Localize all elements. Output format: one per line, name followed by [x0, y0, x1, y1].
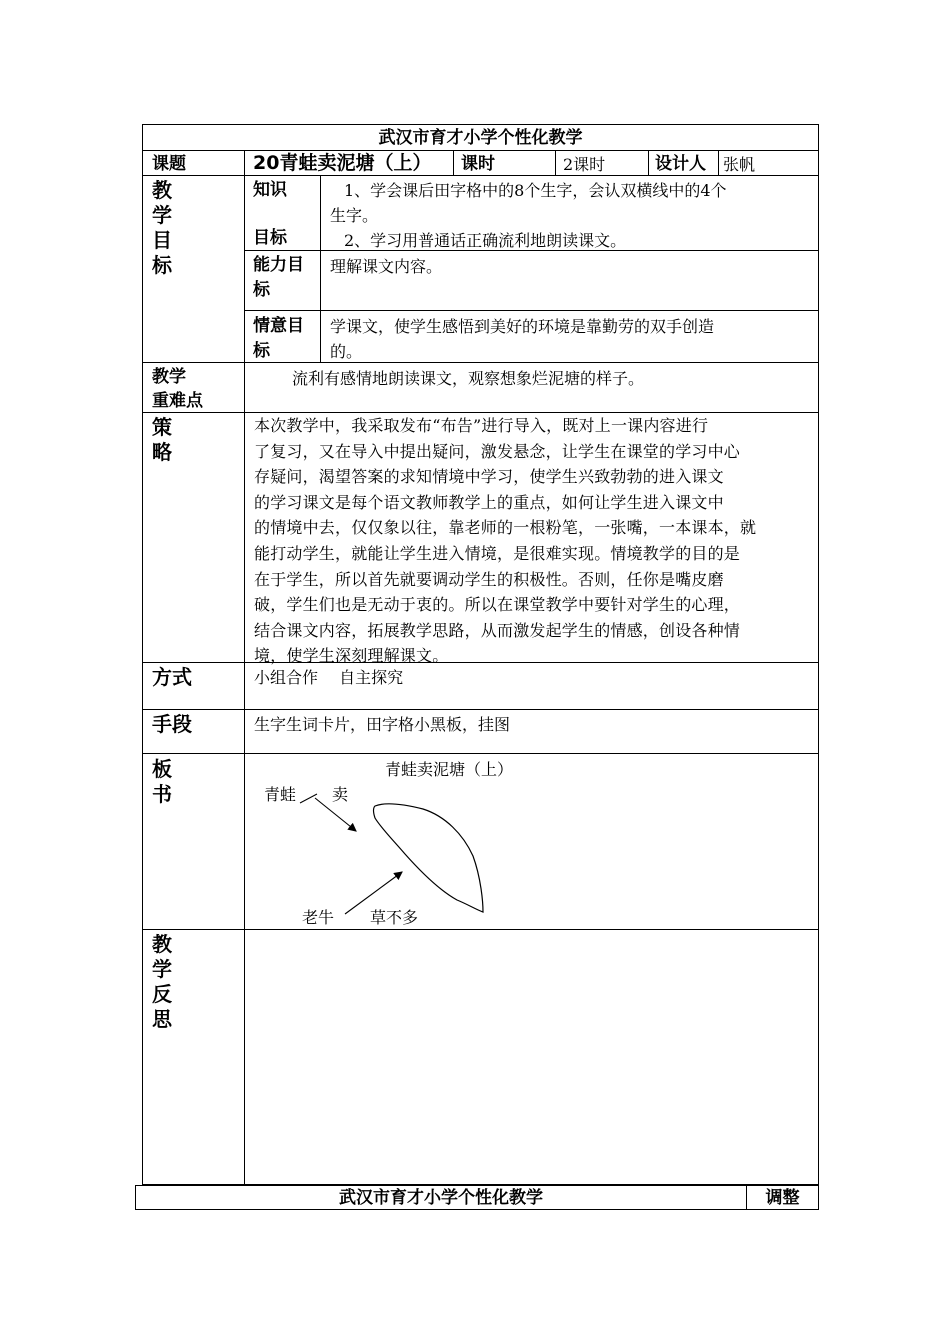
objectives-label-char: 标	[152, 253, 172, 277]
rule-after-blackboard	[142, 929, 819, 930]
strategy-paragraph	[254, 413, 814, 669]
strategy-line: 的情境中去，仅仅象以往，靠老师的一根粉笔，一张嘴，一本课本，就	[254, 518, 757, 538]
blackboard-word-ox: 老牛	[302, 908, 335, 927]
means-label: 手段	[152, 712, 192, 736]
rule-after-method	[142, 709, 819, 710]
strategy-line: 了复习，又在导入中提出疑问，激发悬念，让学生在课堂的学习中心	[254, 441, 741, 461]
blackboard-drawing	[245, 754, 818, 929]
keypoints-text: 流利有感情地朗读课文，观察想象烂泥塘的样子。	[292, 369, 645, 388]
strategy-line: 在于学生，所以首先就要调动学生的积极性。否则，任你是嘴皮磨	[254, 569, 724, 589]
strategy-line: 本次教学中，我采取发布“布告”进行导入，既对上一课内容进行	[254, 416, 709, 435]
topic-value: 20青蛙卖泥塘（上）	[253, 152, 432, 174]
keypoints-label-line2: 重难点	[152, 391, 203, 411]
ability-text: 理解课文内容。	[330, 257, 443, 276]
label-column-divider	[244, 150, 245, 1185]
strategy-line: 境，使学生深刻理解课文。	[254, 646, 449, 666]
footer-adjust-label: 调整	[765, 1188, 800, 1208]
knowledge-label-bottom: 目标	[253, 228, 287, 248]
emotion-text-line2: 的。	[330, 342, 363, 361]
frog-arrow	[315, 798, 356, 831]
designer-value: 张帆	[723, 155, 756, 174]
blackboard-word-sell: 卖	[332, 785, 349, 804]
ox-arrow	[345, 872, 402, 914]
strategy-label-char: 略	[152, 440, 172, 464]
reflection-label-char: 反	[152, 982, 172, 1006]
designer-label: 设计人	[655, 154, 706, 174]
rule-top	[142, 124, 819, 125]
blackboard-label-char: 书	[152, 782, 172, 806]
emotion-label-line2: 标	[253, 341, 270, 361]
blackboard-word-frog: 青蛙	[264, 785, 297, 804]
school-title: 武汉市育才小学个性化教学	[378, 128, 583, 148]
hours-value: 2课时	[563, 155, 606, 174]
footer-border-right	[818, 1185, 819, 1210]
strategy-line: 的学习课文是每个语文教师教学上的重点，如何让学生进入课文中	[254, 492, 724, 512]
reflection-label-char: 思	[152, 1007, 172, 1031]
means-text: 生字生词卡片，田字格小黑板，挂图	[254, 715, 511, 734]
hours-label: 课时	[461, 154, 495, 174]
strategy-label	[152, 415, 172, 465]
rule-after-objectives	[142, 362, 819, 363]
topic-label: 课题	[152, 154, 186, 174]
strategy-line: 结合课文内容，拓展教学思路，从而激发起学生的情感，创设各种情	[254, 620, 741, 640]
blackboard-word-grass: 草不多	[370, 908, 419, 927]
blackboard-label	[152, 757, 172, 807]
emotion-text-line1: 学课文，使学生感悟到美好的环境是靠勤劳的双手创造	[330, 317, 715, 336]
strategy-label-char: 策	[152, 415, 172, 439]
method-text: 小组合作 自主探究	[254, 668, 404, 687]
objectives-label	[152, 178, 172, 278]
objective-sublabel-divider	[320, 175, 321, 363]
frog-sell-slash	[300, 794, 317, 803]
footer-school-title: 武汉市育才小学个性化教学	[339, 1188, 543, 1208]
topic-divider-4	[718, 150, 719, 176]
ability-label-line2: 标	[253, 280, 270, 300]
strategy-line: 破，学生们也是无动于衷的。所以在课堂教学中要针对学生的心理，	[254, 595, 741, 615]
rule-ability-emotion	[244, 310, 819, 311]
emotion-label-line1: 情意目	[253, 316, 304, 336]
knowledge-label-top: 知识	[253, 180, 287, 200]
objectives-label-char: 学	[152, 203, 172, 227]
objectives-label-char: 目	[152, 228, 172, 252]
knowledge-item1-line2: 生字。	[330, 206, 379, 225]
keypoints-label-line1: 教学	[152, 367, 186, 387]
pond-outline-shape	[374, 804, 484, 912]
method-label: 方式	[152, 665, 192, 689]
table-border-right	[818, 124, 819, 1185]
blackboard-label-char: 板	[152, 757, 172, 781]
reflection-label-char: 教	[152, 932, 172, 956]
topic-divider-2	[555, 150, 556, 176]
strategy-line: 能打动学生，就能让学生进入情境，是很难实现。情境教学的目的是	[254, 543, 741, 563]
reflection-label-char: 学	[152, 957, 172, 981]
strategy-line: 存疑问，渴望答案的求知情境中学习，使学生兴致勃勃的进入课文	[254, 467, 724, 487]
table-border-left	[142, 124, 143, 1185]
knowledge-item1-line1: 1、学会课后田字格中的8个生字，会认双横线中的4个	[344, 181, 727, 200]
ability-label-line1: 能力目	[253, 255, 304, 275]
topic-divider-1	[453, 150, 454, 176]
knowledge-item2: 2、学习用普通话正确流利地朗读课文。	[344, 231, 627, 250]
objectives-label-char: 教	[152, 178, 172, 202]
blackboard-title: 青蛙卖泥塘（上）	[385, 760, 514, 779]
reflection-label	[152, 932, 172, 1032]
topic-divider-3	[648, 150, 649, 176]
